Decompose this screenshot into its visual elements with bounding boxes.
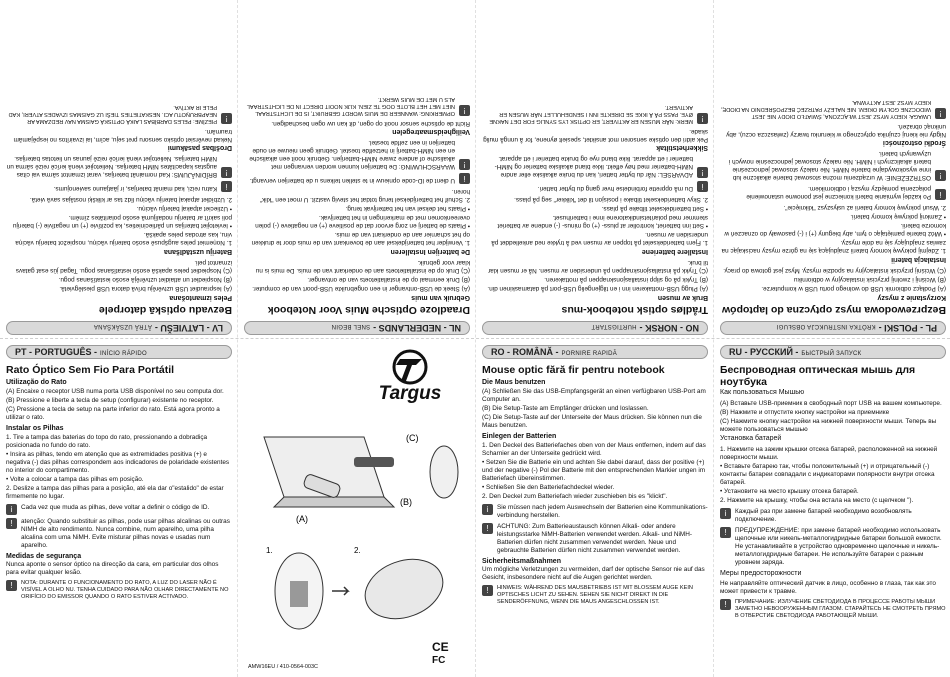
ru-title: Беспроводная оптическая мышь для ноутбука bbox=[720, 364, 916, 389]
no-safety: Pek aldri den optiske sensoren mot ansiktet, spesielt øynene, for å unngå mulig skade. bbox=[483, 127, 708, 143]
pl-banner: PL - POLSKI -KRÓTKA INSTRUKCJA OBSŁUGI bbox=[720, 321, 946, 335]
ro-note-2: ! ACHTUNG: Zum Batterieaustausch können Alkali- oder andere leistungsstarke NiMH-Batterien verwendet werden. Alkali- und NiMH-Batterien dürfen nicht zusammen verwendet werden. Neue und gebrauchte Batterien dürfen nicht zusammen verwendet werden. bbox=[482, 523, 708, 555]
lv-batt-4: 2. Uzbīdiet atpakaļ bateriju vāciņu līdz tas ar klikšķi nostājas savā vietā. bbox=[29, 196, 232, 204]
nl-usage-heading: Gebruik van muis bbox=[411, 293, 470, 301]
battery-illustration bbox=[244, 543, 470, 633]
no-batt-3: • Sett batteridekselet tilbake på plass. bbox=[601, 205, 708, 213]
ru-batt-2: • Вставьте батарею так, чтобы положительный (+) и отрицательный (-) контакты батареи совпадали с индикаторами полярности внутри отсека батарей. bbox=[720, 462, 935, 486]
pl-usage-heading: Korzystanie z myszy bbox=[877, 293, 946, 301]
no-note-2: ! ADVARSEL: Når du bytter batteri, kan du bruke alkaliske eller andre NiMH-batterier med høy effekt. Ikke bland alkaliske batterier og NiMH-batterier i ett apparat. Ikke bland nye og brukte batterier i ett apparat. bbox=[482, 154, 708, 178]
pl-usage-b: (B) Wciśnij i zwolnij przycisk instalacyjny w odbiorniku bbox=[794, 276, 946, 284]
ro-note-1: i Sie müssen nach jedem Auswechseln der Batterien eine Kommunikations-verbindung herstellen. bbox=[482, 504, 708, 520]
setup-illustration bbox=[244, 427, 470, 537]
ru-usage-a: (A) Вставьте USB-приемник в свободный порт USB на вашем компьютере. bbox=[720, 399, 942, 407]
laser-warning-icon: ! bbox=[459, 105, 470, 116]
no-usage-c: (C) Trykk på installasjonsknappen på undersiden av musen. Nå er musen klar til bruk. bbox=[488, 259, 708, 275]
laser-warning-icon: ! bbox=[720, 599, 731, 610]
no-safety-heading: Sikkerhetstiltak bbox=[656, 144, 708, 152]
pt-banner: PT - PORTUGUÊS - INÍCIO RÁPIDO bbox=[6, 345, 232, 359]
lv-batt-1: 1. Noņemiet peles augšpusē esošo bateriju vāciņu, nospiežot bateriju vāciņa viru, kas atrodas peles apakšā. bbox=[15, 231, 232, 247]
ru-safety: Не направляйте оптический датчик в лицо, особенно в глаза, так как это может привести к травме. bbox=[720, 580, 936, 596]
pt-usage-c: (C) Pressione a tecla de setup na parte inferior do rato. Está agora pronto a utilizar o rato. bbox=[6, 405, 220, 421]
nl-batt-2: • Plaats de batterij en zorg ervoor dat de positieve (+) en negatieve (-) polen overeenkomen met de markeringen in het batterijvak. bbox=[255, 214, 470, 230]
lv-safety-heading: Drošības pasākumi bbox=[167, 144, 232, 152]
callout-c: (C) bbox=[406, 433, 419, 443]
warning-icon: ! bbox=[6, 518, 17, 529]
warning-icon: ! bbox=[459, 159, 470, 170]
pt-title: Rato Óptico Sem Fio Para Portátil bbox=[6, 364, 175, 376]
ru-banner: RU - РУССКИЙ - БЫСТРЫЙ ЗАПУСК bbox=[720, 345, 946, 359]
ru-panel bbox=[720, 345, 946, 675]
ru-batt-heading: Установка батарей bbox=[720, 434, 782, 442]
pt-note-1: i Cada vez que muda as pilhas, deve voltar a definir o código de ID. bbox=[6, 504, 232, 515]
ru-batt-4: 2. Нажмите на крышку, чтобы она встала на место (с щелчком "). bbox=[720, 496, 914, 504]
no-panel bbox=[482, 2, 708, 335]
nl-safety: Richt de optische sensor nooit op ogen, dit kan uw ogen beschadigen. bbox=[271, 119, 470, 127]
ro-batt-4: 2. Den Deckel zum Batteriefach wieder zuschieben bis es "klickt". bbox=[482, 492, 668, 500]
ro-usage-a: (A) Schließen Sie das USB-Empfangsgerät an einen verfügbaren USB-Port am Computer an. bbox=[482, 387, 706, 403]
no-usage-heading: Bruk av musen bbox=[657, 293, 708, 301]
mouse-closed-illustration bbox=[357, 549, 451, 629]
no-note-1: i Du må opprette forbindelse hver gang du bytter batteri. bbox=[482, 181, 708, 192]
nl-note-3: ! OPMERKING: WANNEER DE MUIS WORDT GEBRUIKT, IS DE LICHTSTRAAL NIET MET HET BLOTE OOG TE ZIEN. KIJK NOOIT DIRECT IN DE LICHTSTRAAL ALS U MET DE MUIS WERKT. bbox=[244, 95, 470, 116]
no-usage-b: (B) Trykk på og slipp installasjonsknappen på mottakeren. bbox=[544, 276, 708, 284]
info-icon: i bbox=[935, 189, 946, 200]
ru-note-1: i Каждый раз при замене батарей необходимо возобновлять подключение. bbox=[720, 508, 946, 524]
no-title: Trådløs optisk notebook-mus bbox=[561, 304, 708, 316]
mouse-bottom-illustration bbox=[430, 446, 458, 498]
laser-warning-icon: ! bbox=[935, 108, 946, 119]
usb-receiver-illustration bbox=[354, 457, 394, 467]
info-icon: i bbox=[6, 504, 17, 515]
ro-batt-3: • Schließen Sie den Batteriefachdeckel wieder. bbox=[482, 483, 615, 491]
nl-safety-heading: Veiligheidsmaatregelen bbox=[392, 128, 470, 136]
part-number: AMW16EU / 410-0564-003C bbox=[248, 664, 319, 670]
nl-batt-3: • Plaats het deksel van het batterijvak terug. bbox=[345, 205, 470, 213]
pl-batt-4: 2. Wsuń pokrywę komory baterii aż usłyszysz "kliknięcie". bbox=[783, 204, 946, 212]
laser-warning-icon: ! bbox=[697, 113, 708, 124]
nl-title: Draadloze Optische Muis Voor Notebook bbox=[267, 304, 470, 316]
pt-batt-4: 2. Deslize a tampa das pilhas para a posição, até ela dar o"estalido" de estar firmemente no lugar. bbox=[6, 484, 224, 500]
lv-title: Bezvadu optiskā datorpele bbox=[98, 304, 232, 316]
ro-title: Mouse optic fără fir pentru notebook bbox=[482, 364, 665, 376]
ru-note-3: ! ПРИМЕЧАНИЕ: ИЗЛУЧЕНИЕ СВЕТОДИОДА В ПРОЦЕССЕ РАБОТЫ МЫШИ ЗАМЕТНО НЕВООРУЖЕННЫМ ГЛАЗОМ. СТАРАЙТЕСЬ НЕ СМОТРЕТЬ ПРЯМО В ОТВЕРСТИЕ СВЕТОДИОДА РАБОТАЮЩЕЙ МЫШИ. bbox=[720, 599, 946, 620]
nl-note-1: i U dient de ID-code opnieuw in te stellen telkens u de batterijen vervangt. bbox=[244, 173, 470, 184]
lv-usage-heading: Peles izmantošana bbox=[169, 293, 232, 301]
ro-usage-b: (B) Die Setup-Taste am Empfänger drücken und loslassen. bbox=[482, 404, 649, 412]
pt-batt-2: • Insira as pilhas, tendo em atenção que as extremidades positiva (+) e negativa (-) das pilhas correspondem aos indicadores de polaridade existentes no interior do compartimento. bbox=[6, 450, 230, 474]
lv-safety: Nekad nevērsiet optisko sensoru pret seju, acīm, lai izvairītos no iespējamām traumām. bbox=[13, 127, 232, 143]
pl-note-2: ! OSTRZEŻENIE: W urządzeniu można stosować baterie alkaliczne lub inne wysokowydajne baterie NiMH. Nie należy stosować jednocześnie baterii alkalicznych i NiMH. Nie należy stosować jednocześnie nowych i używanych baterii. bbox=[720, 149, 946, 181]
lv-usage-b: (B) Nospiediet un atlaidiet uztvērējā esošo iestatīšanas pogu. bbox=[58, 276, 232, 284]
laptop-base bbox=[274, 497, 394, 507]
ru-safety-heading: Меры предосторожности bbox=[720, 569, 802, 577]
pl-usage-c: (C) Wciśnij przycisk instalacyjny na spodzie myszy. Mysz jest gotowa do pracy. bbox=[723, 267, 946, 275]
ru-note-2: ! ПРЕДУПРЕЖДЕНИЕ: при замене батарей необходимо использовать щелочные или никель-металлогидридные батареи большой емкости. Не устанавливайте в устройство одновременно щелочные и никель-металлогидридные батареи. Не используйте батареи с разным уровнем заряда. bbox=[720, 527, 946, 567]
ro-panel bbox=[482, 345, 708, 675]
laser-warning-icon: ! bbox=[6, 580, 17, 591]
nl-batt-1: 1. Verwijder het batterijdeksel aan de bovenkant van de muis door te drukken op het scharnier aan de onderkant van de muis. bbox=[251, 231, 470, 247]
lv-banner: LV - LATVIEŠU -ĀTRĀ UZSĀKŠANA bbox=[6, 321, 232, 335]
ro-banner: RO - ROMÂNĂ - PORNIRE RAPIDĂ bbox=[482, 345, 708, 359]
no-note-3: ! MERK: NÅR MUSEN ER AKTIVERT, ER OPTISK LYS SYNLIG FOR DET NAKNE ØYE. PASS PÅ Å IKKE SE DIREKTE INN I SENDEHULLET NÅR MUSEN ER AKTIVERT. bbox=[482, 103, 708, 124]
lv-batt-2: • Ievietojiet baterijas un pārliecinieties, ka pozitīvie (+) un negatīvie (-) bateriju poli sakrīt ar bateriju nodalījumā esošo polaritātes zīmēm. bbox=[12, 214, 232, 230]
no-batt-4: 2. Skyv batteridekselet tilbake i posisjon til det "klikker" seg på plass. bbox=[514, 196, 708, 204]
no-usage-a: (A) Plugg USB-mottakeren inn i en tilgjengelig USB-port på datamaskinen din. bbox=[487, 285, 708, 293]
warning-icon: ! bbox=[482, 523, 493, 534]
nl-usage-a: (A) Steek de USB-ontvanger in een ongebruikte USB-poort van de computer. bbox=[252, 285, 470, 293]
nl-batt-4: 2. Schuif het batterijdeksel terug totdat het stevig vastzit. U moet een "klik" horen. bbox=[259, 188, 470, 204]
ro-batt-1: 1. Den Deckel des Batteriefaches oben von der Maus entfernen, indem auf das Scharnier an der Unterseite gedrückt wird. bbox=[482, 441, 706, 457]
info-icon: i bbox=[720, 508, 731, 519]
pt-usage-a: (A) Encaixe o receptor USB numa porta USB disponível no seu computa dor. bbox=[6, 387, 224, 395]
pl-panel bbox=[720, 2, 946, 335]
nl-batt-heading: De batterijen Installeren bbox=[390, 248, 470, 256]
nl-usage-b: (B) Druk eenmaal op de installatietoets van de ontvanger. bbox=[307, 276, 470, 284]
pt-safety-heading: Medidas de segurança bbox=[6, 552, 82, 560]
no-batt-2: • Sett inn batteriet, kontroller at pluss- (+) og minus- (-) endene av batteriet stemmer med polaritetsindikatorene inne i batterihuset. bbox=[497, 214, 708, 230]
pl-title: Bezprzewodowa mysz optyczna do laptopów bbox=[721, 304, 946, 316]
lv-note-3: ! PIEZĪME: PELES DARBĪBAS LAIKĀ OPTISKĀ GAISMA NAV REDZAMA AR NEAPBRUŅOTU ACI. NESKATIETIES TIEŠI UZ GAISMAS IZVADES ATVERI, KAD PELE IR AKTĪVA. bbox=[6, 103, 232, 124]
ru-usage-c: (C) Нажмите кнопку настройки на нижней поверхности мыши. Теперь вы можете пользоваться мышью bbox=[720, 417, 937, 433]
ru-usage-b: (B) Нажмите и отпустите кнопку настройки на приемнике bbox=[720, 408, 890, 416]
warning-icon: ! bbox=[935, 170, 946, 181]
lv-panel bbox=[6, 2, 232, 335]
ro-batt-2: • Setzen Sie die Batterie ein und achten Sie dabei darauf, dass der positive (+) und der negative (-) Pol der Batterie mit den entsprechenden Markier ungen im Batteriefach übereinstimmen. bbox=[482, 458, 706, 482]
pl-note-3: ! UWAGA: KIEDY MYSZ JEST WŁĄCZONA, ŚWIATŁO DIODY NIE JEST WIDOCZNE GOŁYM OKIEM. NIE NALEŻY PATRZEĆ BEZPOŚREDNIO NA DIODĘ, KIEDY MYSZ JEST AKTYWNA. bbox=[720, 98, 946, 119]
ru-usage-heading: Как пользоваться Мышью bbox=[720, 389, 805, 397]
pl-batt-heading: Instalacja baterii bbox=[891, 256, 946, 264]
pl-batt-2: • Włóż baterie pamiętając o tym, aby bieguny (+) i (-) pasowały do oznaczeń w komorze baterii. bbox=[724, 222, 946, 238]
callout-a: (A) bbox=[296, 514, 308, 524]
pl-safety-heading: Środki ostrożności bbox=[882, 139, 946, 147]
warning-icon: ! bbox=[221, 167, 232, 178]
fold-line-v2 bbox=[475, 0, 476, 677]
warning-icon: ! bbox=[720, 527, 731, 538]
ro-usage-heading: Die Maus benutzen bbox=[482, 379, 546, 387]
laser-warning-icon: ! bbox=[221, 113, 232, 124]
lv-batt-3: • Uzlieciet atpakaļ bateriju vāciņu. bbox=[136, 205, 232, 213]
nl-panel bbox=[244, 2, 470, 335]
pt-batt-heading: Instalar os Pilhas bbox=[6, 424, 64, 432]
pt-usage-b: (B) Pressione e liberte a tecla de setup (configurar) existente no receptor. bbox=[6, 396, 214, 404]
step-2-label: 2. bbox=[354, 546, 361, 555]
fc-mark: FC bbox=[432, 655, 446, 666]
nl-usage-c: (C) Druk op de installatietoets aan de onderkant van de muis. De muis is nu klaar voor gebruik. bbox=[255, 259, 470, 275]
fold-line-v3 bbox=[713, 0, 714, 677]
info-icon: i bbox=[221, 181, 232, 192]
pt-safety: Nunca aponte o sensor óptico na direcção da cara, em particular dos olhos para evitar qualquer lesão. bbox=[6, 561, 219, 577]
illustration-panel bbox=[244, 345, 470, 675]
no-banner: NO - NORSK -HURTIGSTART bbox=[482, 321, 708, 335]
pl-safety: Nigdy nie kieruj czujnika optycznego w kierunku twarzy (zwłaszcza oczu), aby uniknąć obrażeń. bbox=[726, 122, 946, 138]
laser-warning-icon: ! bbox=[482, 585, 493, 596]
pt-panel bbox=[6, 345, 232, 675]
pt-note-3: ! NOTA: DURANTE O FUNCIONAMENTO DO RATO, A LUZ DO LASER NÃO É VISÍVEL A OLHO NU. TENHA CUIDADO PARA NÃO OLHAR DIRECTAMENTE NO ORIFÍCIO DO EMISSOR QUANDO O RATO ESTIVER ACTIVADO. bbox=[6, 580, 232, 601]
fold-line-v1 bbox=[237, 0, 238, 677]
info-icon: i bbox=[482, 504, 493, 515]
ro-safety: Um mögliche Verletzungen zu vermeiden, darf der optische Sensor nie auf das Gesicht, insbesondere nicht auf die Augen gerichtet werden. bbox=[482, 566, 705, 582]
pl-usage-a: (A) Podłącz odbiornik USB do wolnego portu USB w komputerze. bbox=[761, 285, 946, 293]
nl-banner: NL - NEDERLANDS -SNEL BEGIN bbox=[244, 321, 470, 335]
lv-note-1: i Katru reizi, kad maināt baterijas, ir jāatjauno savienojums. bbox=[6, 181, 232, 192]
lv-note-2: ! BRĪDINĀJUMS: Kad nomaināt baterijas, varat izmantot sārma vai citas augstas kapacitātes NiMH baterijas. Nelietojiet vienā ierīcē reizē sārma un NiMH baterijas. Nelietojiet vienā ierīcē reizē jaunas un lietotas baterijas. bbox=[6, 154, 232, 178]
pt-usage-heading: Utilização do Rato bbox=[6, 379, 67, 387]
step-1-label: 1. bbox=[266, 546, 273, 555]
lv-usage-a: (A) Iespraudiet USB uztvērēju brīvā datora USB pieslēgvietā. bbox=[59, 285, 232, 293]
no-batt-1: 1. Fjern batteridekselet på toppen av musen ved å trykke ned ankelleddet på undersiden av musen. bbox=[491, 231, 708, 247]
lv-usage-c: (C) Nospiediet peles apakšā esošo iestatīšanas pogu. Tagad jūs esat gatavs izmantot peli. bbox=[15, 259, 232, 275]
pt-note-2: ! atenção: Quando substituir as pilhas, pode usar pilhas alcalinas ou outras NIMH de alto rendimento. Nunca combine, num aparelho, uma pilha alcalina com uma NiMH. Evite misturar pilhas novas e usadas num aparelho. bbox=[6, 518, 232, 550]
callout-b: (B) bbox=[400, 497, 412, 507]
pl-batt-3: • Zamknij pokrywę komory baterii. bbox=[850, 213, 946, 221]
ro-batt-heading: Einlegen der Batterien bbox=[482, 432, 557, 440]
battery-compartment bbox=[290, 581, 308, 607]
nl-note-2: ! WAARSCHUWING: De batterijen kunnen worden vervangen met alkalische of andere zware NiMH-batterijen. Gebruik nooit een alkalische en een NiMH-batterij in hetzelfde toestel. Gebruik geen nieuwe en oude batterijen in een zelfde toestel. bbox=[244, 138, 470, 170]
targus-wordmark: Targus bbox=[378, 383, 442, 404]
pl-batt-1: 1. Zdejmij pokrywę komory baterii znajdującą się na górze myszy naciskając na zawias znajdujący się na dole myszy. bbox=[721, 239, 946, 255]
targus-logo bbox=[244, 345, 470, 415]
ru-batt-3: • Установите на место крышку отсека батарей. bbox=[720, 487, 859, 495]
arrow-icon bbox=[332, 587, 348, 595]
no-batt-heading: Installere batteriene bbox=[641, 248, 708, 256]
ce-mark: CE bbox=[432, 640, 449, 654]
info-icon: i bbox=[697, 181, 708, 192]
ru-batt-1: 1. Нажмите на зажим крышки отсека батарей, расположенной на нижней поверхности мыши. bbox=[720, 445, 938, 461]
pt-batt-3: • Volte a colocar a tampa das pilhas em posição. bbox=[6, 475, 144, 483]
ro-safety-heading: Sicherheitsmaßnahmen bbox=[482, 557, 561, 565]
ro-note-3: ! HINWEIS: WÄHREND DES MAUSBETRIEBS IST MIT BLOSSEM AUGE KEIN OPTISCHES LICHT ZU SEHEN. SEHEN SIE NICHT DIREKT IN DIE SENDERÖFFNUNG, WENN DIE MAUS ANGESCHLOSSEN IST. bbox=[482, 585, 708, 606]
info-icon: i bbox=[459, 173, 470, 184]
lv-batt-heading: Bateriju uzstādīšana bbox=[163, 248, 232, 256]
warning-icon: ! bbox=[697, 167, 708, 178]
pt-batt-1: 1. Tire a tampa das baterias do topo do rato, pressionando a dobradiça posicionada no fundo do rato. bbox=[6, 433, 208, 449]
pl-note-1: i Po każdej wymianie baterii konieczne jest ponowne ustanowienie połączenia pomiędzy myszą i odbiornikiem. bbox=[720, 184, 946, 200]
ro-usage-c: (C) Die Setup-Taste auf der Unterseite der Maus drücken. Sie können nun die Maus benutzen. bbox=[482, 413, 702, 429]
